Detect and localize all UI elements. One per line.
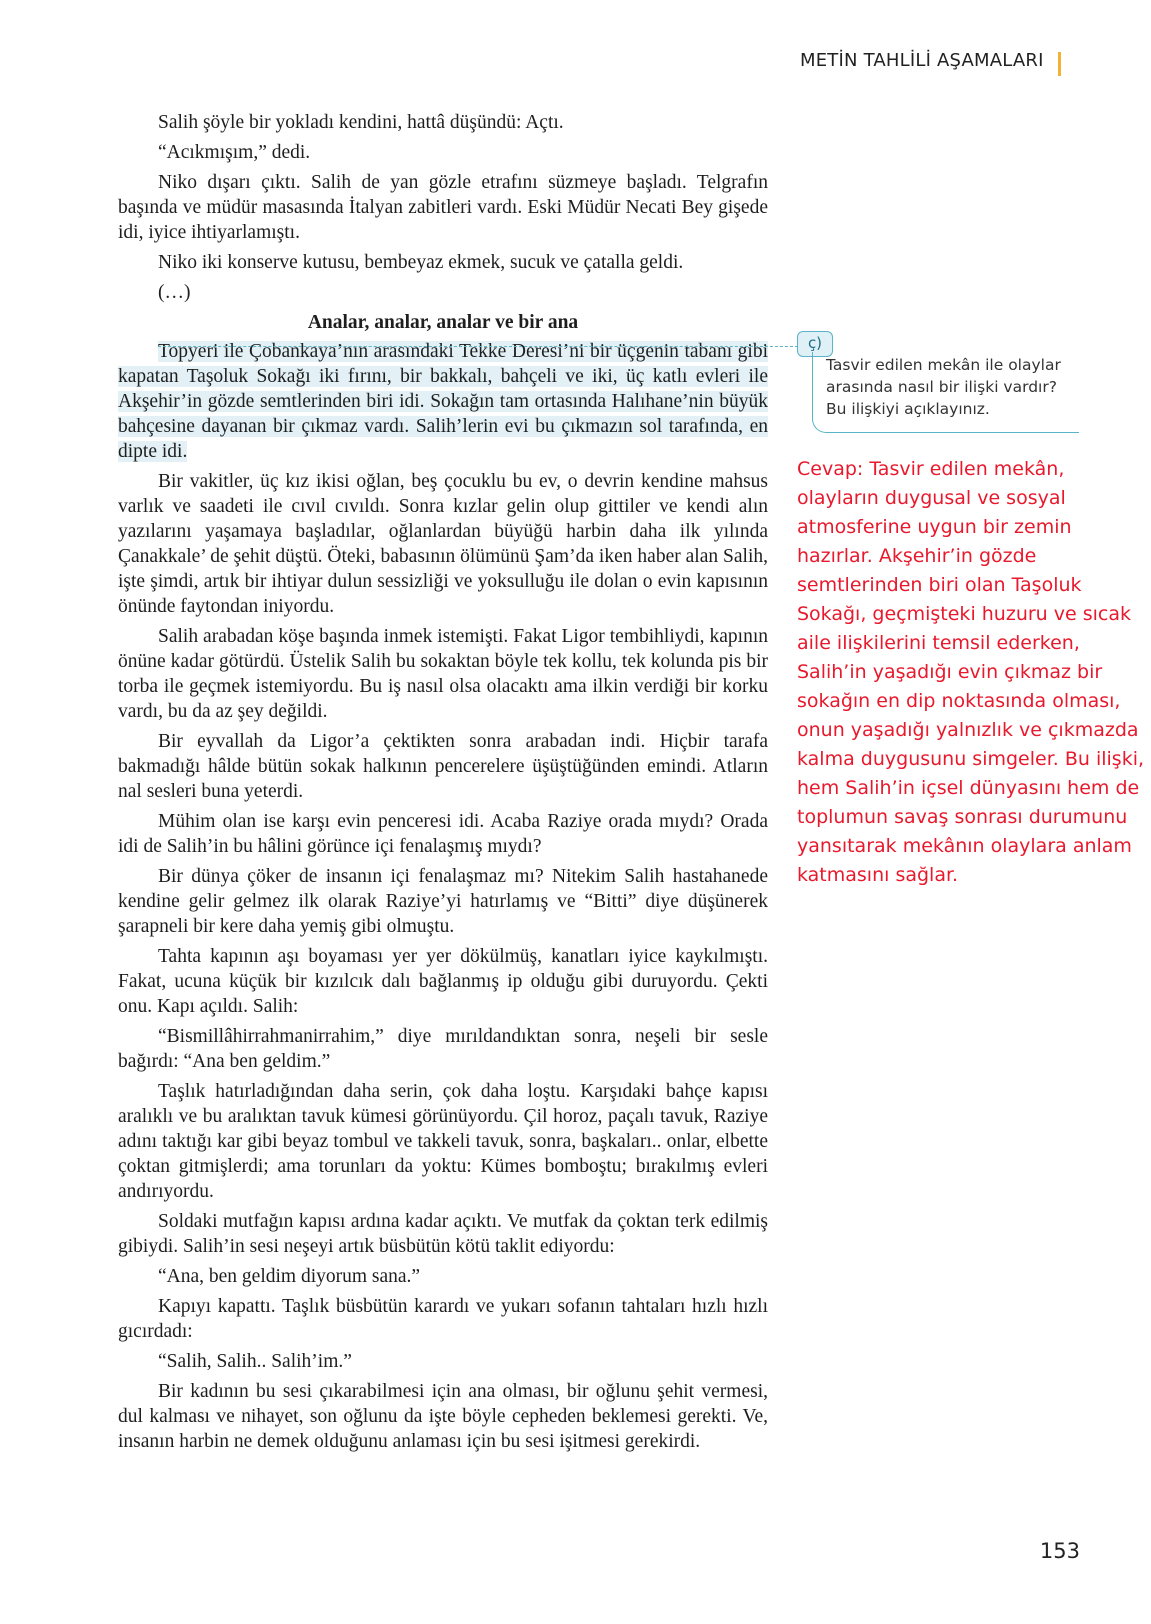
page-number: 153 xyxy=(1039,1539,1080,1563)
paragraph: Soldaki mutfağın kapısı ardına kadar açıktı. Ve mutfak da çoktan terk edilmiş gibiydi. Salih’in sesi neşeyi artık büsbütün kötü taklit ediyordu: xyxy=(118,1211,768,1257)
paragraph: “Ana, ben geldim diyorum sana.” xyxy=(158,1266,421,1287)
paragraph: Tahta kapının aşı boyaması yer yer dökülmüş, kanatları iyice kaykılmıştı. Fakat, ucuna küçük bir kızılcık dalı bağlanmış ip olduğu gibi duruyordu. Çekti onu. Kapı açıldı. Salih: xyxy=(118,946,768,1017)
paragraph: Salih şöyle bir yokladı kendini, hattâ düşündü: Açtı. xyxy=(158,112,564,133)
highlight: Topyeri ile Çobankaya’nın arasındaki Tekke Deresi’ni bir üçgenin tabanı gibi kapatan Taşoluk Sokağı iki fırını, bir bakkalı, bahçeli ve iki, üç katlı evleri ile Akşehir’in gözde semtlerinden biri idi. Sokağın tam ortasında Halıhane’nin büyük bahçesine dayanan bir çıkmaz vardı. Salih’lerin evi bu çıkmazın sol tarafında, en dipte idi. xyxy=(118,341,768,462)
paragraph: “Salih, Salih.. Salih’im.” xyxy=(158,1351,352,1372)
paragraph: Bir kadının bu sesi çıkarabilmesi için ana olması, bir oğlunu şehit vermesi, dul kalması ve nihayet, son oğlunu da işte böyle cepheden beklemesi gerekti. Ve, insanın harbin ne demek olduğunu anlaması için bu sesi işitmesi gerekirdi. xyxy=(118,1381,768,1452)
paragraph: Niko iki konserve kutusu, bembeyaz ekmek, sucuk ve çatalla geldi. xyxy=(158,252,684,273)
paragraph: Bir vakitler, üç kız ikisi oğlan, beş çocuklu bu ev, o devrin kendine mahsus varlık ve saadeti ile cıvıl cıvıldı. Sonra kızlar gelin olup gittiler ve kendi alın yazılarını yaşamaya başladılar, oğlanlardan büyüğü harbin daha ilk yılında Çanakkale’ de şehit düştü. Öteki, babasının ölümünü Şam’da iken haber alan Salih, işte şimdi, artık bir ihtiyar dulun sessizliği ve yoksulluğu ile dolan o evin kapısının önünde faytondan iniyordu. xyxy=(118,471,768,617)
paragraph: Niko dışarı çıktı. Salih de yan gözle etrafını süzmeye başladı. Telgrafın başında ve müdür masasında İtalyan zabitleri vardı. Eski Müdür Necati Bey gişede idi, iyice ihtiyarlamıştı. xyxy=(118,172,768,243)
paragraph: Bir eyvallah da Ligor’a çektikten sonra arabadan indi. Hiçbir tarafa bakmadığı hâlde bütün sokak halkının pencerelere üşüştüğünden emindi. Atların nal sesleri buna yeterdi. xyxy=(118,731,768,802)
header-accent-bar xyxy=(1058,52,1061,76)
connector-dashed-line xyxy=(158,346,798,347)
question-text: Tasvir edilen mekân ile olaylar arasında nasıl bir ilişki vardır? Bu ilişkiyi açıklayınız. xyxy=(826,356,1061,418)
story-text xyxy=(118,110,768,1459)
paragraph: (…) xyxy=(158,282,191,303)
section-title: METİN TAHLİLİ AŞAMALARI xyxy=(800,50,1044,71)
section-heading: Analar, analar, analar ve bir ana xyxy=(307,312,579,333)
paragraph: Salih arabadan köşe başında inmek istemişti. Fakat Ligor tembihliydi, kapının önüne kadar götürdü. Üstelik Salih bu sokaktan böyle tek kollu, tek kolunda pis bir torba ile geçmek istemiyordu. Bu iş nasıl olsa olacaktı ama ilkin verdiği bir korku vardı, bu da az şey değildi. xyxy=(118,626,768,722)
paragraph: Kapıyı kapattı. Taşlık büsbütün karardı ve yukarı sofanın tahtaları hızlı hızlı gıcırdadı: xyxy=(118,1296,768,1342)
paragraph: Mühim olan ise karşı evin penceresi idi. Acaba Raziye orada mıydı? Orada idi de Salih’in bu hâlini görünce içi fenalaşmış mıydı? xyxy=(118,811,768,857)
paragraph: Taşlık hatırladığından daha serin, çok daha loştu. Karşıdaki bahçe kapısı aralıklı ve bu aralıktan tavuk kümesi görünüyordu. Çil horoz, paçalı tavuk, Raziye adını taktığı kar gibi beyaz tombul ve takkeli tavuk, sonra, başkaları.. onlar, elbette çoktan gitmişlerdi; ama torunları da yoktu: Kümes bomboştu; bırakılmış evleri andırıyordu. xyxy=(118,1081,768,1202)
paragraph: “Bismillâhirrahmanirrahim,” diye mırıldandıktan sonra, neşeli bir sesle bağırdı: “Ana ben geldim.” xyxy=(118,1026,768,1072)
paragraph: “Acıkmışım,” dedi. xyxy=(158,142,311,163)
question-tag: ç) xyxy=(797,331,833,357)
paragraph: Bir dünya çöker de insanın içi fenalaşmaz mı? Nitekim Salih hastahanede kendine gelir gelmez ilk olarak Raziye’yi hatırlamış ve “Bitti” diye düşünerek şarapneli bir kere daha yemiş gibi olmuştu. xyxy=(118,866,768,937)
answer-text: Cevap: Tasvir edilen mekân, olayların duygusal ve sosyal atmosferine uygun bir zemin hazırlar. Akşehir’in gözde semtlerinden biri olan Taşoluk Sokağı, geçmişteki huzuru ve sıcak aile ilişkilerini temsil ederken, Salih’in yaşadığı evin çıkmaz bir sokağın en dip noktasında olması, onun yaşadığı yalnızlık ve çıkmazda kalma duygusunu simgeler. Bu ilişki, hem Salih’in içsel dünyasını hem de toplumun savaş sonrası durumunu yansıtarak mekânın olaylara anlam katmasını sağlar. xyxy=(797,458,1145,886)
highlighted-paragraph xyxy=(118,339,768,464)
